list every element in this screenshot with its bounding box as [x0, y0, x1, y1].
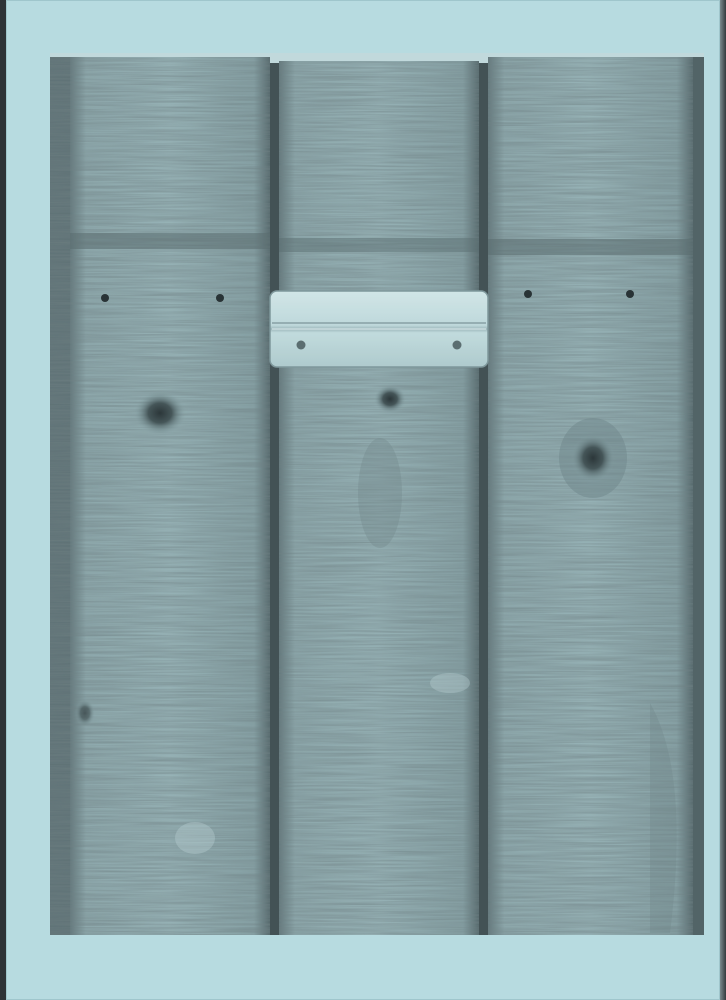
fence-photo-svg — [50, 53, 704, 935]
magazine-page — [6, 0, 720, 1000]
photo-tint — [50, 53, 704, 935]
fence-photograph — [50, 53, 704, 935]
